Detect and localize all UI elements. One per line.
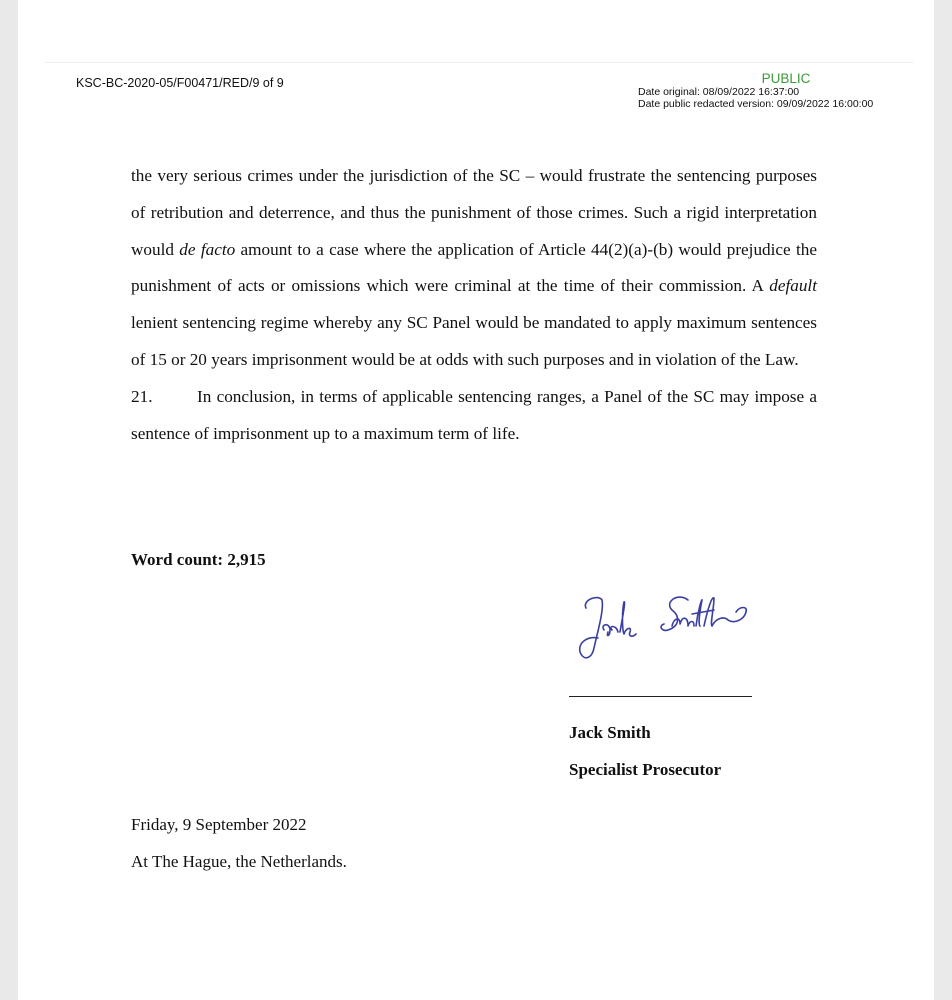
- signatory-title: Specialist Prosecutor: [569, 760, 722, 779]
- header-rule: [44, 62, 914, 63]
- paragraph-21: 21. In conclusion, in terms of applicable sentencing ranges, a Panel of the SC may impose a sentence of imprisonment up to a maximum term of life.: [131, 379, 817, 453]
- closing-date: Friday, 9 September 2022: [131, 815, 307, 834]
- word-count: Word count: 2,915: [131, 550, 266, 569]
- closing-block: [131, 806, 347, 880]
- date-original: Date original: 08/09/2022 16:37:00: [638, 86, 800, 98]
- paragraph-continued: the very serious crimes under the jurisdiction of the SC – would frustrate the sentencing purposes of retribution and deterrence, and thus the punishment of those crimes. Such a rigid interpretation would de facto amount to a case where the application of Article 44(2)(a)-(b) would prejudice the punishment of acts or omissions which were criminal at the time of their commission. A default lenient sentencing regime whereby any SC Panel would be mandated to apply maximum sentences of 15 or 20 years imprisonment would be at odds with such purposes and in violation of the Law.: [131, 166, 817, 369]
- signature-line: [569, 696, 752, 697]
- signatory-block: [569, 714, 721, 788]
- header-meta: [638, 72, 914, 110]
- classification-label: PUBLIC: [761, 71, 811, 86]
- signatory-name: Jack Smith: [569, 723, 651, 742]
- handwritten-signature: [568, 580, 778, 670]
- document-page: [18, 0, 934, 1000]
- date-public-redacted: Date public redacted version: 09/09/2022 16:00:00: [638, 98, 874, 110]
- paragraph-number: 21.: [131, 386, 153, 406]
- page-margin-edge: [934, 0, 952, 1000]
- body-text: [131, 158, 817, 452]
- closing-place: At The Hague, the Netherlands.: [131, 852, 347, 871]
- case-reference: KSC-BC-2020-05/F00471/RED/9 of 9: [76, 76, 284, 90]
